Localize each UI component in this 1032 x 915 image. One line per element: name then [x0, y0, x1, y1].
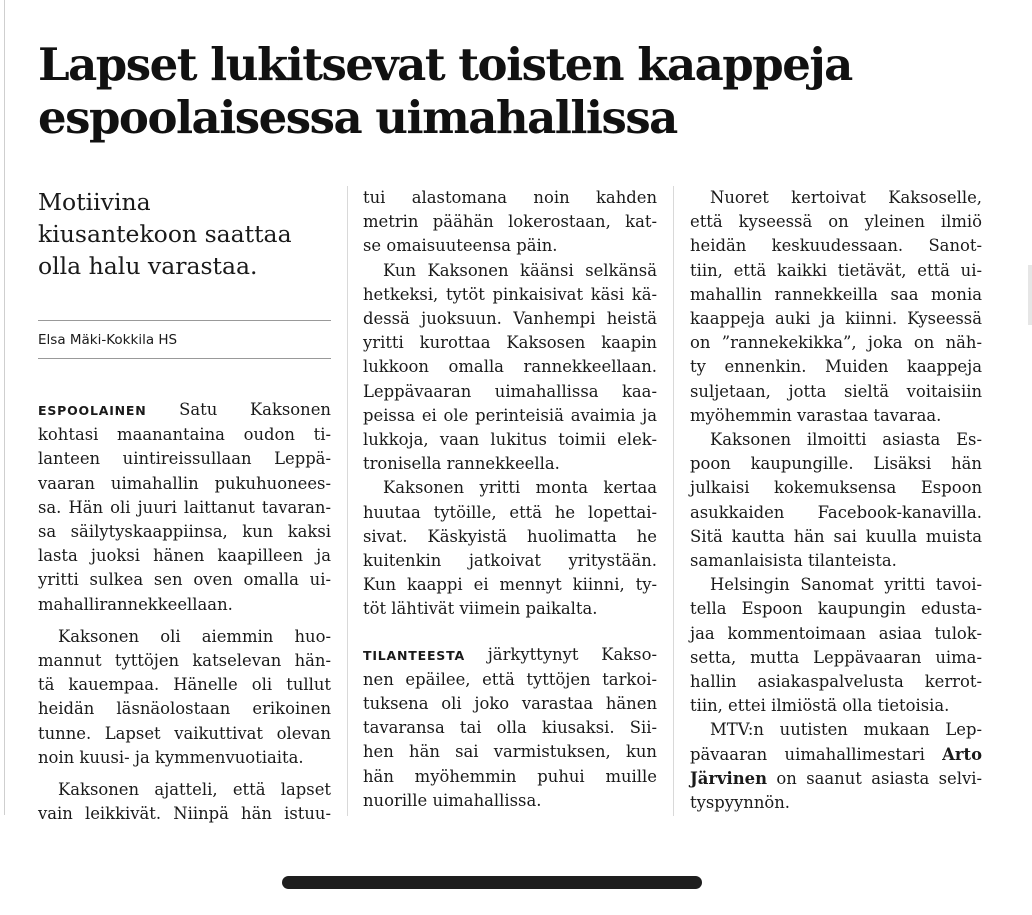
- left-page-edge: [4, 0, 5, 815]
- article-body: [38, 398, 331, 826]
- byline: Elsa Mäki-Kokkila HS: [38, 321, 331, 359]
- body-line: pävaaran uimahallimestari Arto: [690, 744, 982, 764]
- article-column-1: [38, 186, 331, 826]
- body-line: se omaisuuteensa päin.: [363, 236, 558, 256]
- body-line: Kaksonen yritti monta kertaa: [383, 478, 657, 498]
- body-line: yritti kurottaa Kaksosen kaapin: [363, 333, 657, 353]
- body-line: peissa ei ole perinteisiä avaimia ja: [363, 405, 657, 425]
- body-line: Kun kaappi ei mennyt kiinni, ty-: [363, 575, 657, 595]
- person-name: Arto: [942, 744, 982, 764]
- column-divider: [347, 186, 348, 816]
- body-line: lukkoon omalla rannekkeellaan.: [363, 357, 657, 377]
- body-line: noin kuusi- ja kymmenvuotiaita.: [38, 747, 304, 767]
- body-line: hen hän sai varmistuksen, kun: [363, 742, 657, 762]
- body-line: Leppävaaran uimahallissa kaa-: [363, 381, 657, 401]
- column-divider: [673, 186, 674, 816]
- body-line: tä kauempaa. Hänelle oli tullut: [38, 675, 331, 695]
- deck-line: Motiivina: [38, 188, 151, 216]
- body-line: huutaa tytöille, että he lopettai-: [363, 502, 657, 522]
- deck-line: kiusantekoon saattaa: [38, 220, 292, 248]
- body-line: tui alastomana noin kahden: [363, 188, 657, 207]
- body-line: Sitä kautta hän sai kuulla muista: [690, 526, 982, 546]
- article-column-3: [690, 186, 982, 815]
- body-line: mahallin rannekkeilla saa monia: [690, 284, 982, 304]
- body-line: mahallirannekkeellaan.: [38, 594, 233, 614]
- body-line: kaappeja auki ja kiinni. Kyseessä: [690, 309, 982, 329]
- article-deck: [38, 186, 331, 321]
- body-line: sivat. Käskyistä huolimatta he: [363, 526, 657, 546]
- body-line: heidän keskuudessaan. Sanot-: [690, 236, 982, 256]
- body-line: sa. Hän oli juuri laittanut tavaran-: [38, 497, 331, 517]
- body-line: tuksena oli joko varastaa hänen: [363, 694, 657, 714]
- right-page-edge: [1028, 265, 1032, 325]
- body-line: vain leikkivät. Niinpä hän istuu-: [38, 804, 331, 824]
- body-line: heidän läsnäolostaan erikoinen: [38, 699, 331, 719]
- body-line: MTV:n uutisten mukaan Lep-: [710, 720, 982, 740]
- body-line: poon kaupungille. Lisäksi hän: [690, 454, 982, 474]
- body-line: Helsingin Sanomat yritti tavoi-: [710, 575, 982, 595]
- article-column-2: [363, 186, 657, 813]
- body-line: mannut tyttöjen katselevan hän-: [38, 651, 331, 671]
- body-line: dessä juoksuun. Vanhempi heistä: [363, 309, 657, 329]
- body-line: nen epäilee, että tyttöjen tarkoi-: [363, 669, 657, 689]
- body-line: tiin, että kaikki tietävät, että ui-: [690, 260, 982, 280]
- body-line: töt lähtivät viimein paikalta.: [363, 599, 598, 619]
- body-line: kuitenkin jatkoivat yritystään.: [363, 551, 657, 571]
- body-line: hallin asiakaspalvelusta kerrot-: [690, 672, 982, 692]
- body-line: tyspyynnön.: [690, 793, 791, 813]
- body-line: hetkeksi, tytöt pinkaisivat käsi kä-: [363, 284, 657, 304]
- body-line: tronisella rannekkeella.: [363, 454, 560, 474]
- body-line: suljetaan, jotta sieltä voitaisiin: [690, 381, 982, 401]
- body-line: vaaran uimahallin pukuhuonees-: [38, 473, 331, 493]
- body-line: Järvinen on saanut asiasta selvi-: [690, 768, 982, 788]
- body-line: asukkaiden Facebook-kanavilla.: [690, 502, 982, 522]
- body-line: että kyseessä on yleinen ilmiö: [690, 212, 982, 232]
- headline-line-2: espoolaisessa uimahallissa: [38, 91, 677, 144]
- body-line: lanteen uintireissullaan Leppä-: [38, 449, 331, 469]
- body-line: lasta juoksi hänen kaapilleen ja: [38, 546, 331, 566]
- body-line: setta, mutta Leppävaaran uima-: [690, 647, 982, 667]
- article-headline: [38, 38, 938, 144]
- body-line: yritti sulkea sen oven omalla ui-: [38, 570, 331, 590]
- body-line: jaa kommentoimaan asiaa tulok-: [690, 623, 982, 643]
- body-line: on ”rannekekikka”, joka on näh-: [690, 333, 982, 353]
- body-line: nuorille uimahallissa.: [363, 790, 542, 810]
- home-indicator-bar[interactable]: [282, 876, 702, 889]
- body-line: tiin, ettei ilmiöstä olla tietoisia.: [690, 696, 950, 716]
- body-line: hän myöhemmin puhui muille: [363, 766, 657, 786]
- body-line: metrin päähän lokerostaan, kat-: [363, 212, 657, 232]
- body-line: kohtasi maanantaina oudon ti-: [38, 425, 331, 445]
- body-line: tella Espoon kaupungin edusta-: [690, 599, 982, 619]
- body-line: Kun Kaksonen käänsi selkänsä: [383, 260, 657, 280]
- body-line: Kaksonen ilmoitti asiasta Es-: [710, 430, 982, 450]
- body-line: samanlaisista tilanteista.: [690, 551, 897, 571]
- body-line: tavaransa tai olla kiusaksi. Sii-: [363, 718, 657, 738]
- body-line: julkaisi kokemuksensa Espoon: [690, 478, 982, 498]
- person-name: Järvinen: [690, 768, 768, 788]
- body-line: Kaksonen ajatteli, että lapset: [58, 780, 331, 800]
- body-line: ESPOOLAINEN Satu Kaksonen: [38, 400, 331, 419]
- body-line: sa säilytyskaappiinsa, kun kaksi: [38, 522, 331, 542]
- lead-word: ESPOOLAINEN: [38, 403, 147, 418]
- body-line: Nuoret kertoivat Kaksoselle,: [710, 188, 982, 207]
- body-line: Kaksonen oli aiemmin huo-: [58, 626, 331, 646]
- deck-line: olla halu varastaa.: [38, 252, 258, 280]
- body-line: TILANTEESTA järkyttynyt Kakso-: [363, 644, 657, 664]
- body-line: myöhemmin varastaa tavaraa.: [690, 405, 942, 425]
- body-line: tunne. Lapset vaikuttivat olevan: [38, 723, 331, 743]
- headline-line-1: Lapset lukitsevat toisten kaappeja: [38, 38, 852, 91]
- body-line: lukkoja, vaan lukitus toimii elek-: [363, 430, 657, 450]
- body-line: ty ennenkin. Muiden kaappeja: [690, 357, 982, 377]
- lead-word: TILANTEESTA: [363, 647, 465, 663]
